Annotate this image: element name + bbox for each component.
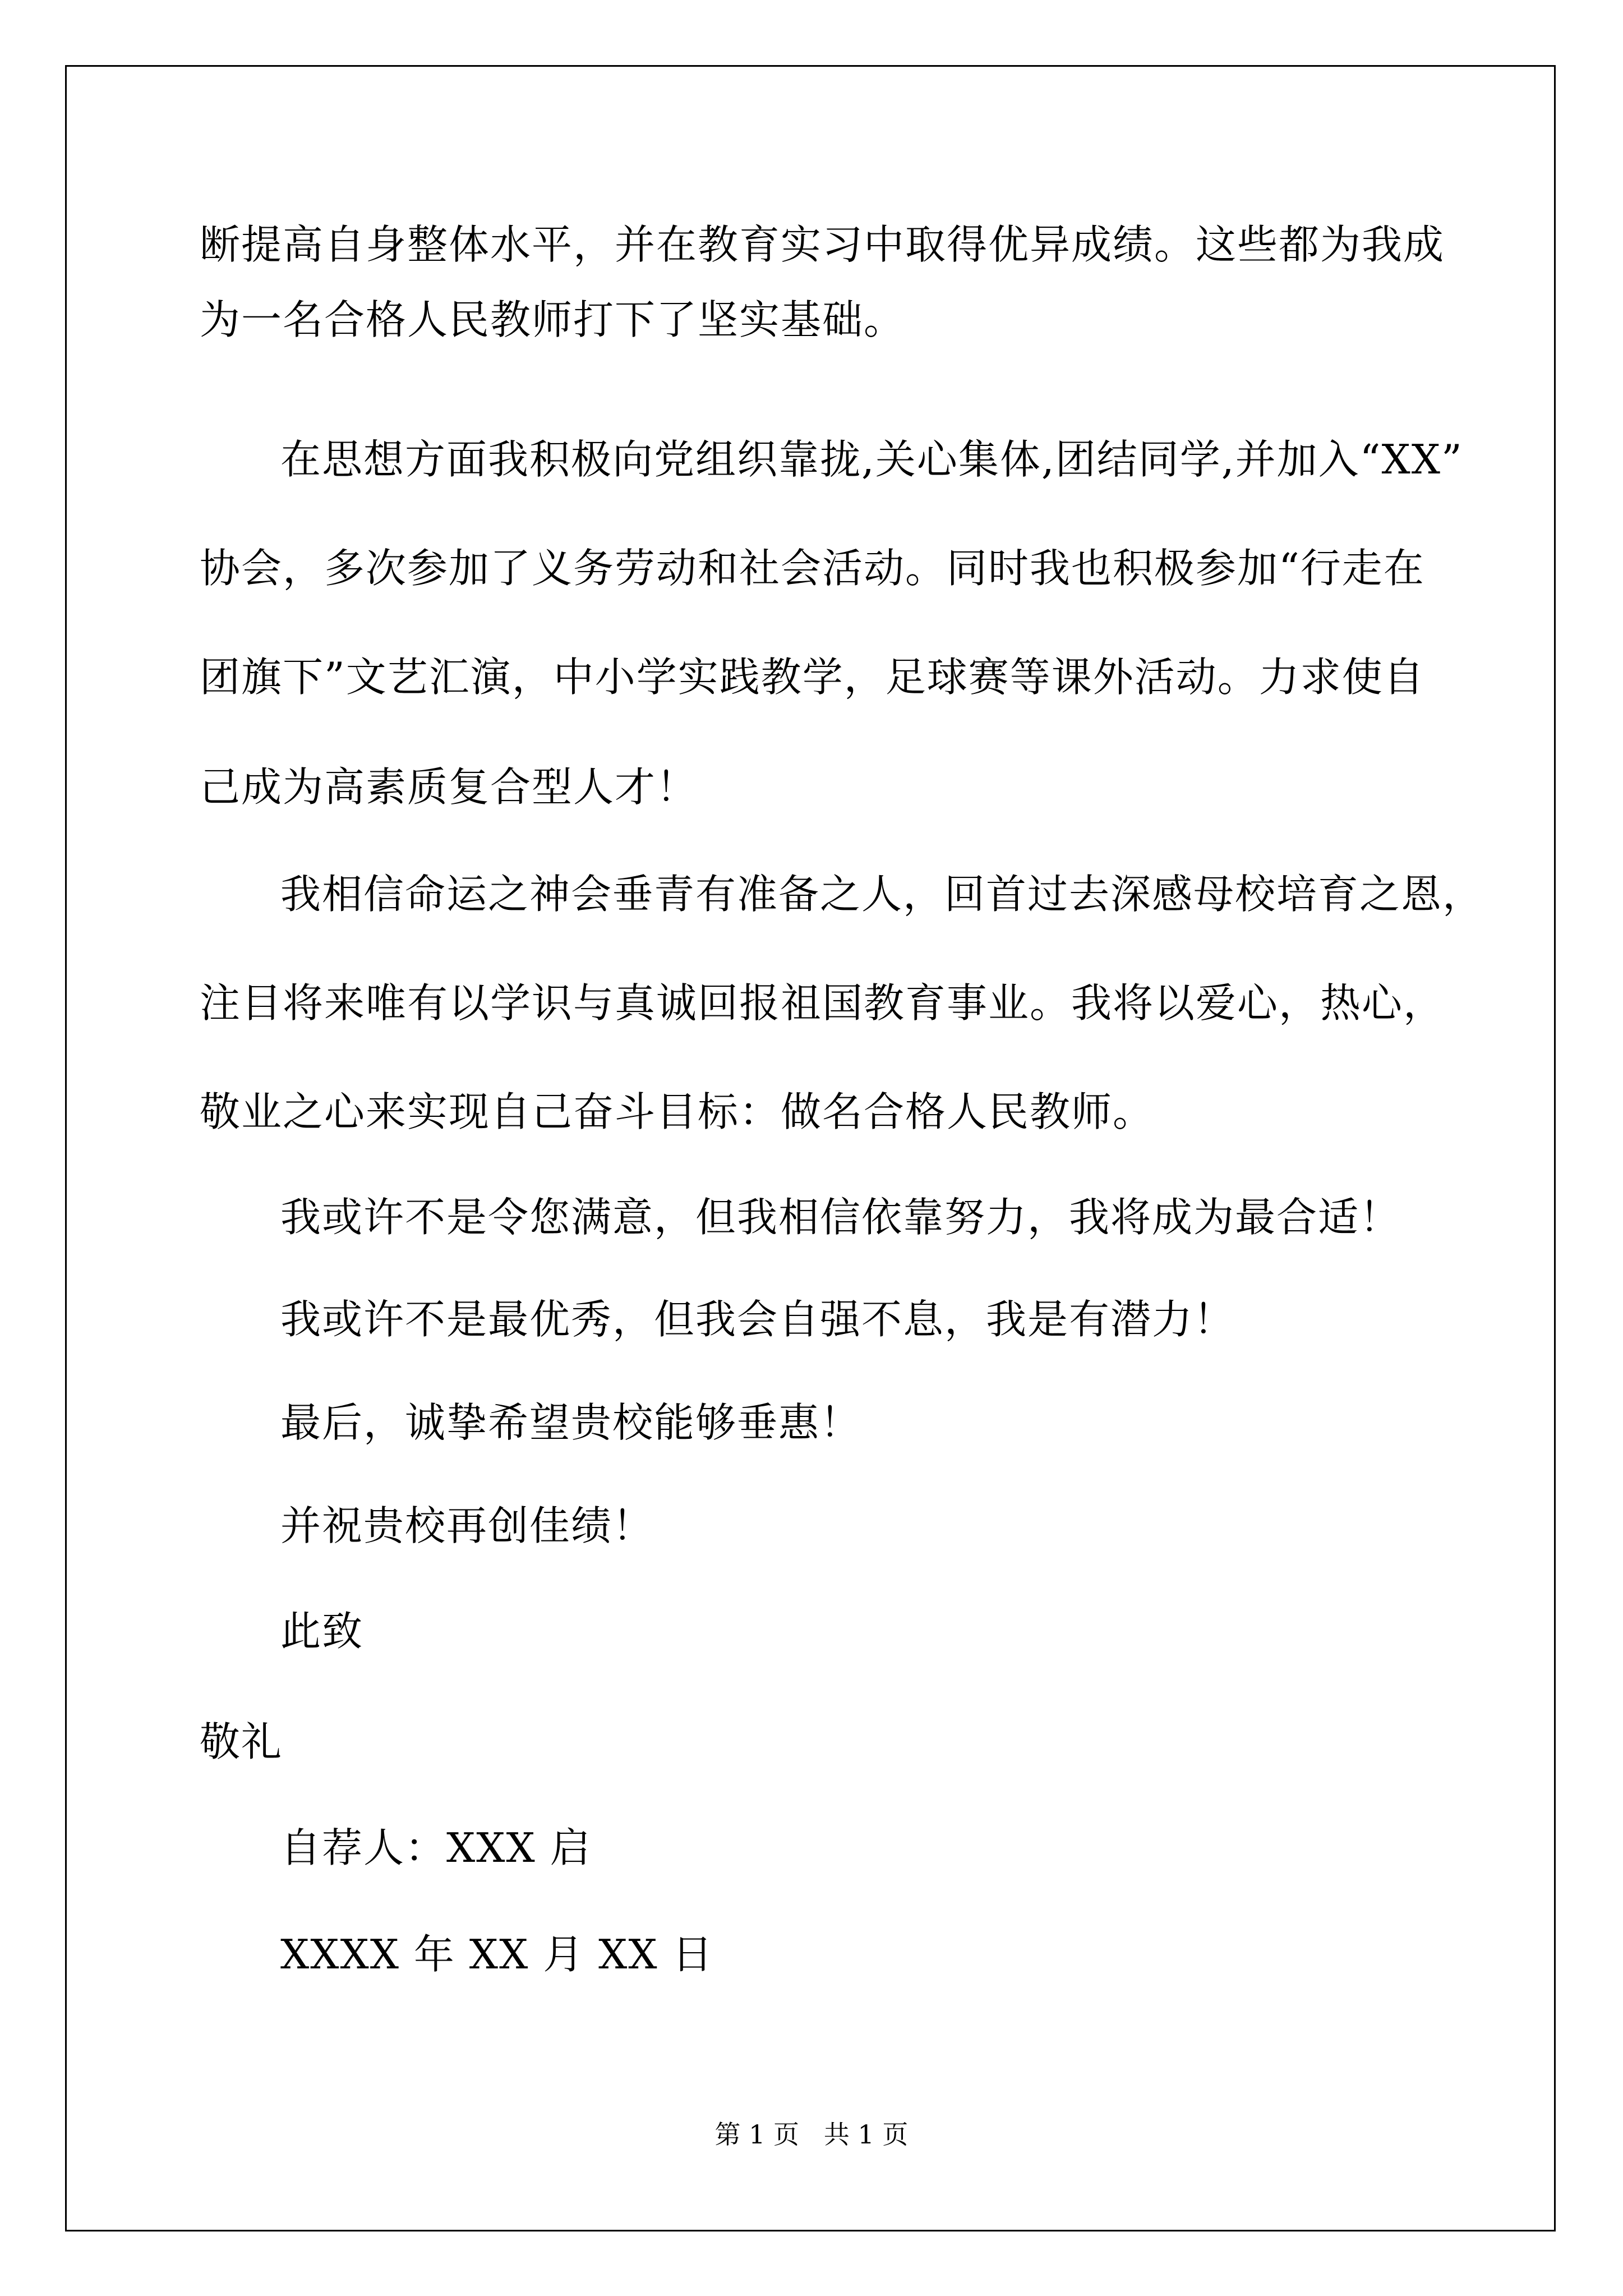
signature-line: 自荐人：XXX 启 [280,1824,592,1871]
body-line: 敬业之心来实现自己奋斗目标：做名合格人民教师。 [200,1088,1155,1135]
body-line: 团旗下”文艺汇演，中小学实践教学，足球赛等课外活动。力求使自 [200,654,1425,701]
body-line: 注目将来唯有以学识与真诚回报祖国教育事业。我将以爱心，热心， [200,979,1445,1027]
body-line: 我或许不是令您满意，但我相信依靠努力，我将成为最合适！ [280,1194,1401,1241]
date-line: XXXX 年 XX 月 XX 日 [280,1931,714,1978]
body-line: 我或许不是最优秀，但我会自强不息，我是有潜力！ [280,1296,1235,1343]
closing-line: 此致 [280,1608,364,1655]
page-border [65,65,1556,2231]
body-line: 断提高自身整体水平，并在教育实习中取得优异成绩。这些都为我成 [200,221,1445,268]
page-footer: 第 1 页 共 1 页 [714,2119,909,2150]
body-line: 协会，多次参加了义务劳动和社会活动。同时我也积极参加“行走在 [200,545,1425,592]
body-line: 我相信命运之神会垂青有准备之人，回首过去深感母校培育之恩， [280,871,1484,918]
body-line: 最后，诚挚希望贵校能够垂惠！ [280,1399,862,1446]
body-line: 并祝贵校再创佳绩！ [280,1502,654,1549]
salutation-line: 敬礼 [200,1718,283,1765]
body-line: 己成为高素质复合型人才！ [200,763,698,811]
body-line: 在思想方面我积极向党组织靠拢,关心集体,团结同学,并加入“XX” [280,436,1463,483]
body-line: 为一名合格人民教师打下了坚实基础。 [200,296,906,343]
